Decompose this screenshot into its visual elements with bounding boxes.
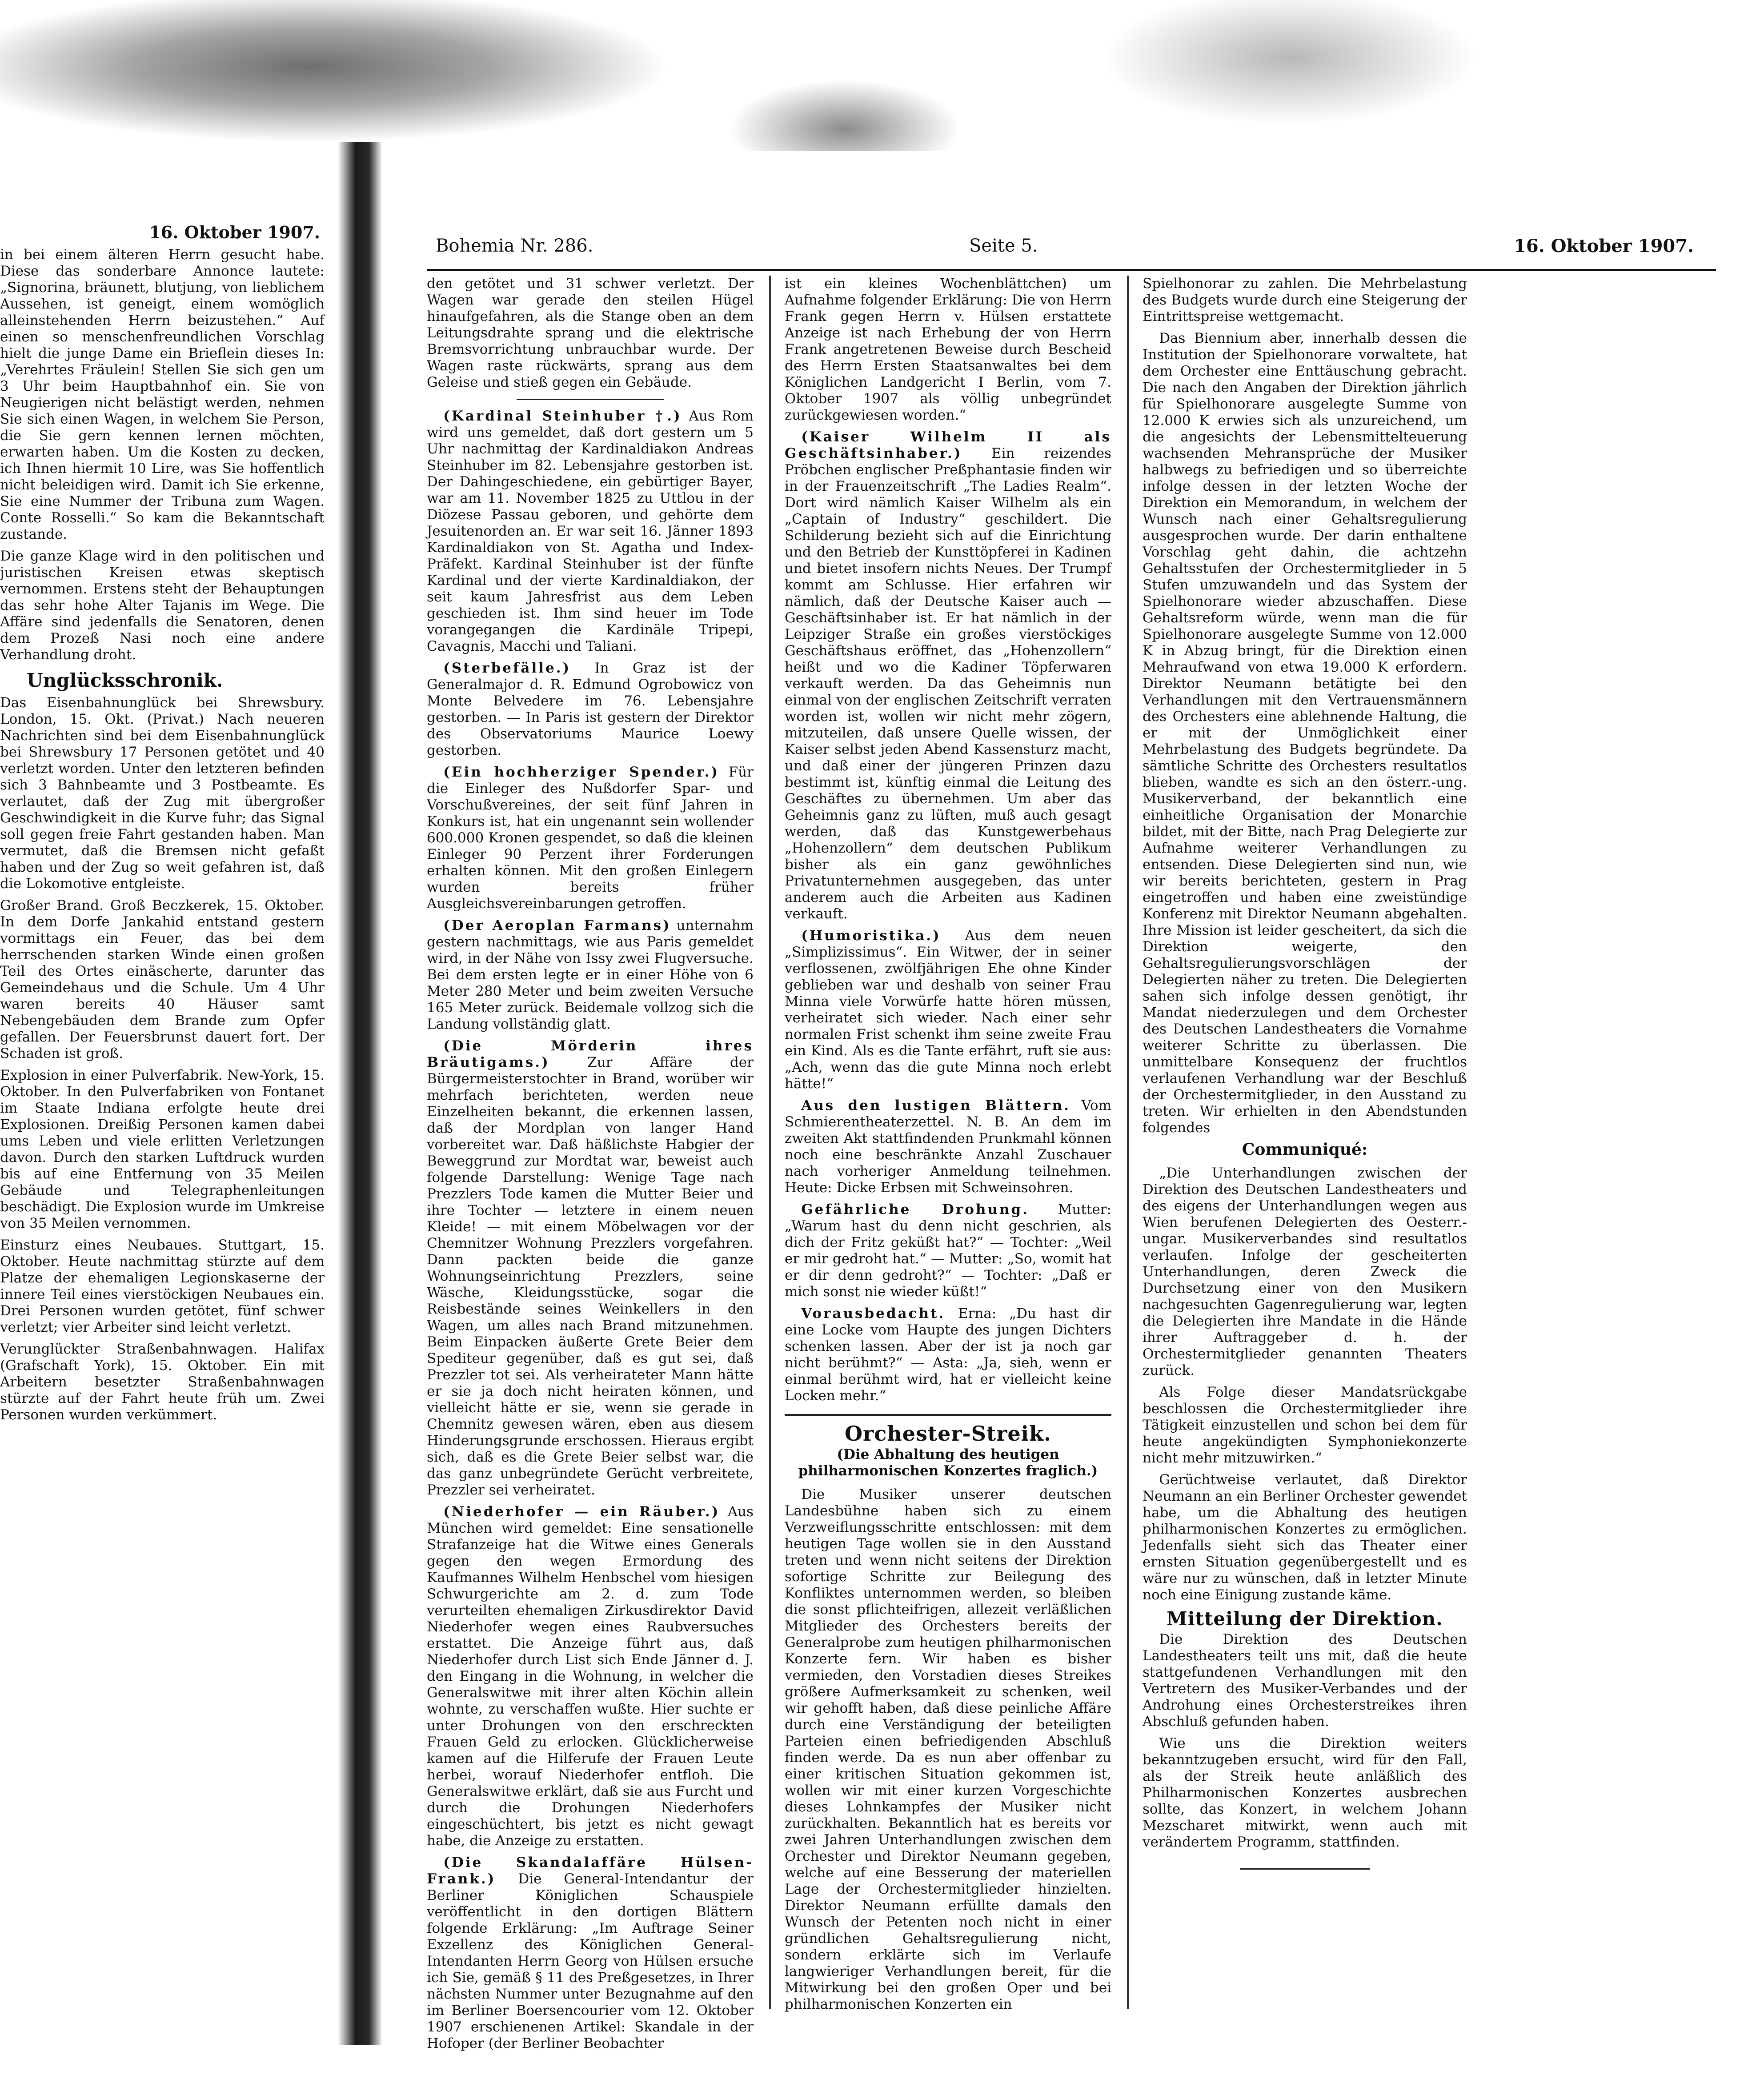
section-divider xyxy=(785,1414,1111,1416)
column-3 xyxy=(1143,276,1467,1858)
communique-title: Communiqué: xyxy=(1242,1140,1368,1159)
left-intro: in bei einem älteren Herrn gesucht habe. Diese das sonderbare Annonce lautete: „Signorina, bräunett, blutjung, von lieblichem Aussehen, ist geneigt, einem womöglich alleinstehenden Herrn beizustehen.“ Auf einen so menschenfreundlichen Vorschlag hielt die junge Dame ein Brieflein dieses In: „Verehrtes Fräulein! Stellen Sie sich gen um 3 Uhr beim Hauptbahnhof ein. Sie von Neugierigen nicht belästigt werden, nehmen Sie sich einen Wagen, in welchem Sie Person, die Sie gern kennen lernen möchten, erwarten haben. Um die Kosten zu decken, ich Ihnen hiermit 10 Lire, was Sie hoffentlich nicht beleidigen wird. Damit ich Sie erkenne, Sie eine Nummer der Tribuna zum Wagen. Conte Rosselli.“ So kam die Bekanntschaft zustande. xyxy=(0,247,325,542)
col3-p3: Als Folge dieser Mandatsrückgabe beschlossen die Orchestermitglieder ihre Tätigkeit einzustellen und schon bei dem für heute angekündigten Symphoniekonzerte nicht mehr mitzuwirken.“ xyxy=(1143,1384,1467,1466)
strike-subheadline: (Die Abhaltung des heutigen philharmonischen Konzertes fraglich.) xyxy=(798,1446,1098,1479)
chronik-item-3: Explosion in einer Pulverfabrik. New-York, 15. Oktober. In den Pulverfabriken von Fontanet im Staate Indiana erfolgte heute drei Explosionen. Dreißig Personen kamen dabei ums Leben und viele erlitten Verletzungen davon. Durch den starken Luftdruck wurden bis auf eine Entfernung von 35 Meilen Gebäude und Telegraphenleitungen beschädigt. Die Explosion wurde im Umkreise von 35 Meilen vernommen. xyxy=(0,1067,325,1231)
col1-p0: den getötet und 31 schwer verletzt. Der Wagen war gerade den steilen Hügel hinaufgefahren, als die Stange oben an dem Leitungsdrahte sprang und die elektrische Bremsvorrichtung unbrauchbar wurde. Der Wagen raste rückwärts, sprang aus dem Geleise und stieß gegen ein Gebäude. xyxy=(427,276,754,390)
main-page xyxy=(427,222,1734,2051)
col1-article-moerderin: (Die Mörderin ihres Bräutigams.) Zur Affäre der Bürgermeisterstochter in Brand, worüber wir mehrfach berichteten, werden neue Einzelheiten bekannt, die erkennen lassen, daß der Mordplan von langer Hand vorbereitet war. Daß häßlichste Habgier der Beweggrund zur Mordtat war, beweist auch folgende Darstellung: Wenige Tage nach Prezzlers Tode kamen die Mutter Beier und ihre Tochter — letztere in einem neuen Kleide! — mit einem Möbelwagen vor der Chemnitzer Wohnung Prezzlers vorgefahren. Dann packten beide die ganze Wohnungseinrichtung Prezzlers, seine Wäsche, Kleidungsstücke, sogar die Reisbestände seines Weinkellers in den Wagen, um alles nach Brand mitzunehmen. Beim Einpacken äußerte Grete Beier dem Spediteur gegenüber, daß es gut sei, daß Prezzler tot sei. Als verheirateter Mann hätte er sie ja doch nicht heiraten können, und vielleicht hätte er sie, wenn sie gerade in Chemnitz gewesen wären, eben aus diesem Hinderungsgrunde erschossen. Hieraus ergibt sich, daß es die Grete Beier selbst war, die das ganz unbegründete Gerücht verbreitete, Prezzler sei verheiratet. xyxy=(427,1038,754,1498)
col2-article-vorausbedacht: Vorausbedacht. Erna: „Du hast dir eine Locke vom Haupte des jungen Dichters schenken lassen. Aber der ist ja noch gar nicht berühmt?“ — Asta: „Ja, sieh, wenn er einmal berühmt wird, hat er vielleicht keine Locken mehr.“ xyxy=(785,1306,1111,1404)
strike-headline: Orchester-Streik. xyxy=(844,1422,1052,1446)
page-date: 16. Oktober 1907. xyxy=(1514,236,1694,256)
column-2 xyxy=(785,276,1111,2012)
end-rule xyxy=(1240,1868,1370,1870)
col3-p4: Gerüchtweise verlautet, daß Direktor Neumann an ein Berliner Orchester gewendet habe, um die Abhaltung des heutigen philharmonischen Konzertes zu ermöglichen. Jedenfalls sieht sich das Theater einer ernsten Situation gegenübergestellt und es wäre nur zu wünschen, daß in letzter Minute noch eine Einigung zustande käme. xyxy=(1143,1472,1467,1603)
divider xyxy=(517,399,664,400)
col2-article-lustige: Aus den lustigen Blättern. Vom Schmierentheaterzettel. N. B. An dem im zweiten Akt stattfindenden Prunkmahl können noch eine beschränkte Anzahl Zuschauer nach vorheriger Anmeldung teilnehmen. Heute: Dicke Erbsen mit Schweinsohren. xyxy=(785,1098,1111,1196)
page-header xyxy=(436,236,1734,267)
col2-strike-body: Die Musiker unserer deutschen Landesbühne haben sich zu einem Verzweiflungsschritte entschlossen: mit dem heutigen Tage wollen sie in den Ausstand treten und wenn nicht seitens der Direktion sofortige Schritte zur Beilegung des Konfliktes unternommen werden, so bleiben die sonst pflichteifrigen, allezeit verläßlichen Mitglieder des Orchesters bereits der Generalprobe zum heutigen philharmonischen Konzerte fern. Wir haben es bisher vermieden, den Vorstadien dieses Streikes größere Aufmerksamkeit zu schenken, weil wir gehofft haben, daß diese peinliche Affäre durch eine Verständigung der beteiligten Parteien einen befriedigenden Abschluß finden werde. Da es nun aber offenbar zu einer kritischen Situation gekommen ist, wollen wir mit einer kurzen Vorgeschichte dieses Lohnkampfes der Musiker nicht zurückhalten. Bekanntlich hat es bereits vor zwei Jahren Unterhandlungen zwischen dem Orchester und Direktor Neumann gegeben, welche auf eine Besserung der materiellen Lage der Orchestermitglieder hinzielten. Direktor Neumann erfüllte damals den Wunsch der Petenten noch nicht in einer gründlichen Gehaltsregulierung nicht, sondern erklärte sich im Verlaufe langwieriger Verhandlungen bereit, für die Mitwirkung bei den großen Oper und bei philharmonischen Konzerten ein xyxy=(785,1486,1111,2012)
column-1 xyxy=(427,276,754,2051)
column-rule-2 xyxy=(1127,276,1129,2009)
col1-article-kardinal: (Kardinal Steinhuber †.) Aus Rom wird uns gemeldet, daß dort gestern um 5 Uhr nachmittag der Kardinaldiakon Andreas Steinhuber im 82. Lebensjahre gestorben ist. Der Dahingeschiedene, ein gebürtiger Bayer, war am 11. November 1825 zu Uttlou in der Diözese Passau geboren, und gehörte dem Jesuitenorden an. Er war seit 16. Jänner 1893 Kardinaldiakon von St. Agatha und Index-Präfekt. Kardinal Steinhuber ist der fünfte Kardinal und der vierte Kardinaldiakon, der seit kaum Jahresfrist aus dem Leben geschieden ist. Ihm sind heuer im Tode vorangegangen die Kardinäle Tripepi, Cavagnis, Macchi und Taliani. xyxy=(427,408,754,654)
col1-article-aeroplan: (Der Aeroplan Farmans) unternahm gestern nachmittags, wie aus Paris gemeldet wird, in der Nähe von Issy zwei Flugversuche. Bei dem ersten legte er in einer Höhe von 6 Meter 280 Meter und beim zweiten Versuche 165 Meter zurück. Beidemale vollzog sich die Landung vollständig glatt. xyxy=(427,917,754,1032)
chronik-item-4: Einsturz eines Neubaues. Stuttgart, 15. Oktober. Heute nachmittag stürzte auf dem Platze der ehemaligen Legionskaserne der innere Teil eines vierstöckigen Neubaues ein. Drei Personen wurden getötet, fünf schwer verletzt; vier Arbeiter sind leicht verletzt. xyxy=(0,1237,325,1335)
col3-p1: Das Biennium aber, innerhalb dessen die Institution der Spielhonorare vorwaltete, hat dem Orchester eine Enttäuschung gebracht. Die nach den Angaben der Direktion jährlich für Spielhonorare ausgelegte Summe von 12.000 K erwies sich als unzureichend, um die angesichts der Lebensmittelteuerung wachsenden Mehransprüche der Musiker halbwegs zu befriedigen und so überreichte infolge dessen in der letzten Woche der Direktion ein Memorandum, in welchem der Wunsch nach einer Gehaltsregulierung ausgesprochen wurde. Der darin enthaltene Vorschlag geht dahin, die achtzehn Gehaltsstufen der Orchestermitglieder in 5 Stufen umzuwandeln und das System der Spielhonorare wieder abzuschaffen. Diese Gehaltsreform würde, wenn man die für Spielhonorare ausgelegte Summe von 12.000 K in Abzug bringt, für die Direktion einen Mehraufwand von etwa 19.000 K erfordern. Direktor Neumann betätigte bei den Verhandlungen mit den Vertrauensmännern des Orchesters eine ablehnende Haltung, die er mit der Unmöglichkeit einer Mehrbelastung des Budgets begründete. Da sämtliche Schritte des Orchesters resultatlos blieben, wandte es sich an den österr.-ung. Musikerverband, der bekanntlich eine einheitliche Organisation der Monarchie bildet, mit der Bitte, nach Prag Delegierte zur Aufnahme weiterer Verhandlungen zu entsenden. Diese Delegierten sind nun, wie wir bereits berichteten, gestern in Prag eingetroffen und haben eine zweistündige Konferenz mit Direktor Neumann abgehalten. Ihre Mission ist leider gescheitert, da sich die Direktion weigerte, den Gehaltsregulierungsvorschlägen der Delegierten näher zu treten. Die Delegierten sahen sich infolge dessen genötigt, ihr Mandat niederzulegen und dem Orchester des Deutschen Landestheaters die Vornahme weiterer Schritte zu überlassen. Die unmittelbare Konsequenz der fruchtlos verlaufenen Verhandlung war der Beschluß der Orchestermitglieder, in den Ausstand zu treten. Wir erhielten in den Abendstunden folgendes xyxy=(1143,330,1467,1136)
paper-issue: Bohemia Nr. 286. xyxy=(436,236,593,256)
scan-shadow xyxy=(0,0,1764,151)
col3-communique: „Die Unterhandlungen zwischen der Direktion des Deutschen Landestheaters und des eigens der Unterhandlungen wegen aus Wien berufenen Delegierten des Oesterr.-ungar. Musikerverbandes sind resultatlos verlaufen. Infolge der gescheiterten Unterhandlungen, deren Zweck die Durchsetzung einer von den Musikern nachgesuchten Gagenregulierung war, legten die Delegierten ihre Mandate in die Hände ihrer Auftraggeber d. h. der Orchestermitglieder genannten Theaters zurück. xyxy=(1143,1165,1467,1378)
book-gutter xyxy=(338,142,382,2045)
col3-p6: Wie uns die Direktion weiters bekanntzugeben ersucht, wird für den Fall, als der Streik heute anläßlich des Philharmonischen Konzertes ausbrechen sollte, das Konzert, in welchem Johann Mezscharet mitwirkt, wenn auch mit verändertem Programm, stattfinden. xyxy=(1143,1735,1467,1850)
left-intro-2: Die ganze Klage wird in den politischen und juristischen Kreisen etwas skeptisch vernommen. Erstens steht der Behauptungen das sehr hohe Alter Tajanis im Wege. Die Affäre sind jedenfalls die Senatoren, denen dem Prozeß Nasi noch eine andere Verhandlung droht. xyxy=(0,548,325,663)
column-rule-1 xyxy=(769,276,771,2009)
col1-article-sterbefaelle: (Sterbefälle.) In Graz ist der Generalmajor d. R. Edmund Ogrobowicz von Monte Belvedere im 76. Lebensjahre gestorben. — In Paris ist gestern der Direktor des Observatoriums Maurice Loewy gestorben. xyxy=(427,660,754,758)
left-page-date: 16. Oktober 1907. xyxy=(149,222,320,242)
left-page-fragment xyxy=(0,222,338,1956)
col2-article-kaiser: (Kaiser Wilhelm II als Geschäftsinhaber.) Ein reizendes Pröbchen englischer Preßphantasie finden wir in der Frauenzeitschrift „The Ladies Realm“. Dort wird nämlich Kaiser Wilhelm als ein „Captain of Industry“ geschildert. Die Schilderung bezieht sich auf die Einrichtung und den Betrieb der Kunsttöpferei in Kadinen und bietet insofern nichts Neues. Der Trumpf kommt am Schlusse. Hier erfahren wir nämlich, daß der Deutsche Kaiser auch — Geschäftsinhaber ist. Er hat nämlich in der Leipziger Straße ein großes vierstöckiges Geschäftshaus eröffnet, das „Hohenzollern“ heißt und wo die Kadiner Töpferwaren verkauft werden. Da das Geheimnis nun einmal von der englischen Zeitschrift verraten worden ist, wollen wir nicht mehr zögern, mitzuteilen, daß unsere Quelle wissen, der Kaiser selbst jeden Abend Kassensturz macht, und daß einer der jüngeren Prinzen dazu bestimmt ist, künftig einmal die Leitung des Geschäftes zu übernehmen. Um aber das Geheimnis ganz zu lüften, muß auch gesagt werden, daß das Kunstgewerbehaus „Hohenzollern“ dem deutschen Publikum bisher als ein ganz gewöhnliches Privatunternehmen ausgegeben, das unter anderem auch die Arbeiten aus Kadinen verkauft. xyxy=(785,429,1111,922)
col1-article-spender: (Ein hochherziger Spender.) Für die Einleger des Nußdorfer Spar- und Vorschußvereines, der seit fünf Jahren in Konkurs ist, hat ein ungenannt sein wollender 600.000 Kronen gespendet, so daß die kleinen Einleger 90 Perzent ihrer Forderungen erhalten können. Mit den großen Einlegern wurden bereits früher Ausgleichsvereinbarungen getroffen. xyxy=(427,764,754,912)
col2-article-drohung: Gefährliche Drohung. Mutter: „Warum hast du denn nicht geschrien, als dich der Fritz geküßt hat?“ — Tochter: „Weil er mir gedroht hat.“ — Mutter: „So, womit hat er dir denn gedroht?“ — Tochter: „Daß er mich sonst nie wieder küßt!“ xyxy=(785,1202,1111,1300)
col3-p0: Spielhonorar zu zahlen. Die Mehrbelastung des Budgets wurde durch eine Steigerung der Eintrittspreise wettgemacht. xyxy=(1143,276,1467,324)
chronik-item-1: Das Eisenbahnunglück bei Shrewsbury. London, 15. Okt. (Privat.) Nach neueren Nachrichten sind bei dem Eisenbahnunglück bei Shrewsbury 17 Personen getötet und 40 verletzt worden. Unter den letzteren befinden sich 3 Bahnbeamte und 3 Postbeamte. Es verlautet, daß der Zug mit übergroßer Geschwindigkeit in die Kurve fuhr; das Signal soll gegen freie Fahrt gestanden haben. Man vermutet, daß die Bremsen nicht gefaßt haben und der Zug so weit gefahren ist, daß die Lokomotive entgleiste. xyxy=(0,695,325,892)
col3-p5: Die Direktion des Deutschen Landestheaters teilt uns mit, daß die heute stattgefundenen Verhandlungen mit den Vertretern des Musiker-Verbandes und der Androhung eines Orchesterstreikes ihren Abschluß gefunden haben. xyxy=(1143,1631,1467,1730)
col2-p0: ist ein kleines Wochenblättchen) um Aufnahme folgender Erklärung: Die von Herrn Frank gegen Herrn v. Hülsen erstattete Anzeige ist nach Erhebung der von Herrn Frank angetretenen Beweise durch Bescheid des Herrn Ersten Staatsanwaltes bei dem Königlichen Landgericht I Berlin, vom 7. Oktober 1907 als völlig unbegründet zurückgewiesen worden.“ xyxy=(785,276,1111,423)
header-rule xyxy=(427,269,1716,271)
chronik-title: Unglücksschronik. xyxy=(27,669,223,691)
col2-article-humoristika: (Humoristika.) Aus dem neuen „Simplizissimus“. Ein Witwer, der in seiner verflossenen, zwölfjährigen Ehe ohne Kinder geblieben war und deshalb von seiner Frau Minna viele Vorwürfe hatte hören müssen, verheiratet sich wieder. Nach einer sehr normalen Frist schenkt ihm seine zweite Frau ein Kind. Als es die Tante erfährt, ruft sie aus: „Ach, wenn das die gute Minna noch erlebt hätte!“ xyxy=(785,928,1111,1092)
chronik-item-2: Großer Brand. Groß Beczkerek, 15. Oktober. In dem Dorfe Jankahid entstand gestern vormittags ein Feuer, das bei dem herrschenden starken Winde einen großen Teil des Ortes einäscherte, darunter das Gemeindehaus und die Schule. Um 4 Uhr waren bereits 40 Häuser samt Nebengebäuden dem Brande zum Opfer gefallen. Der Feuersbrunst dauert fort. Der Schaden ist groß. xyxy=(0,897,325,1062)
col1-article-skandal: (Die Skandalaffäre Hülsen-Frank.) Die General-Intendantur der Berliner Königlichen Schauspiele veröffentlicht in den dortigen Blättern folgende Erklärung: „Im Auftrage Seiner Exzellenz des Königlichen General-Intendanten Herrn Georg von Hülsen ersuche ich Sie, gemäß § 11 des Preßgesetzes, in Ihrer nächsten Nummer unter Bezugnahme auf den im Berliner Boersencourier vom 12. Oktober 1907 erschienenen Artikel: Skandale in der Hofoper (der Berliner Beobachter xyxy=(427,1855,754,2051)
chronik-item-5: Verunglückter Straßenbahnwagen. Halifax (Grafschaft York), 15. Oktober. Ein mit Arbeitern besetzter Straßenbahnwagen stürzte auf der Fahrt heute früh um. Zwei Personen wurden verkümmert. xyxy=(0,1341,325,1423)
left-page-column xyxy=(0,247,338,1423)
page-number: Seite 5. xyxy=(969,236,1038,256)
notice-title: Mitteilung der Direktion. xyxy=(1167,1608,1443,1630)
col1-article-niederhofer: (Niederhofer — ein Räuber.) Aus München wird gemeldet: Eine sensationelle Strafanzeige hat die Witwe eines Generals gegen den wegen Ermordung des Kaufmannes Wilhelm Henbschel vom hiesigen Schwurgerichte am 2. d. zum Tode verurteilten ehemaligen Zirkusdirektor David Niederhofer wegen eines Raubversuches erstattet. Die Anzeige führt aus, daß Niederhofer durch List sich Ende Jänner d. J. den Eingang in die Wohnung, in welcher die Generalswitwe mit ihrer alten Köchin allein wohnte, zu verschaffen wußte. Hier suchte er unter Drohungen von den erschreckten Frauen Geld zu erlocken. Glücklicherweise kamen auf die Hilferufe der Frauen Leute herbei, worauf Niederhofer entfloh. Die Generalswitwe erklärt, daß sie aus Furcht und durch die Drohungen Niederhofers eingeschüchtert, bis jetzt es nicht gewagt habe, die Anzeige zu erstatten. xyxy=(427,1504,754,1849)
